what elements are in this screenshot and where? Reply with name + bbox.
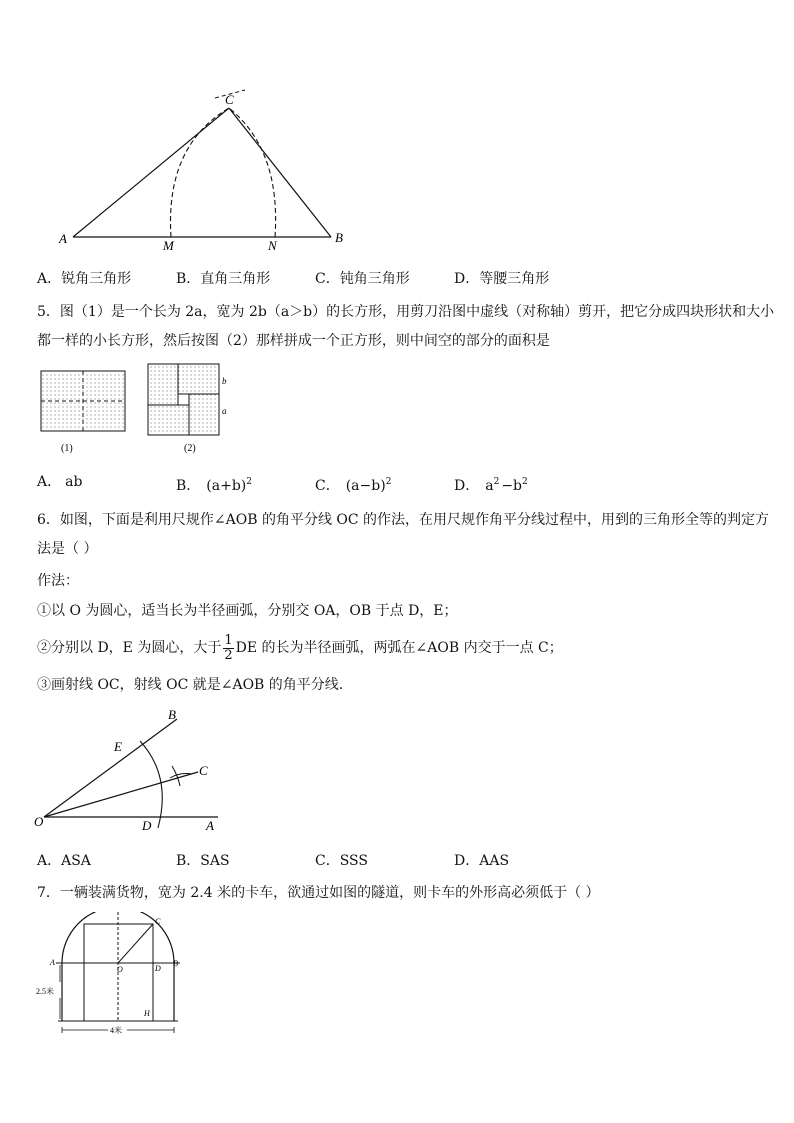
- side-bc: [229, 108, 331, 237]
- label-C: C: [199, 763, 208, 778]
- label-D: D: [142, 818, 152, 833]
- q6-text-line-1: 6．如图，下面是利用尺规作∠AOB 的角平分线 OC 的作法，在用尺规作角平分线过程中，用到的三角形全等的判定方: [37, 512, 770, 528]
- fig2-center-hole: [178, 394, 189, 405]
- q6-step-1: ①以 O 为圆心，适当长为半径画弧，分别交 OA，OB 于点 D，E；: [37, 603, 458, 619]
- side-ac: [73, 108, 229, 237]
- label-B: B: [168, 707, 176, 722]
- q7-tunnel-figure: [30, 912, 190, 1038]
- arc-from-a: [170, 108, 229, 237]
- q6-option-d[interactable]: D．AAS: [454, 853, 510, 869]
- q6-step-3: ③画射线 OC，射线 OC 就是∠AOB 的角平分线.: [37, 677, 344, 693]
- fraction-one-half: $\frac{1}{2}$: [224, 632, 233, 663]
- q5-option-d[interactable]: D． $a^2 -b^2$: [454, 477, 528, 494]
- q6-option-a[interactable]: A．ASA: [37, 853, 91, 869]
- arc-from-b: [229, 108, 276, 237]
- q5-option-c[interactable]: C． $(a-b)^2$: [315, 477, 392, 494]
- q6-step-2: ②分别以 D，E 为圆心，大于 $\frac{1}{2}$ DE 的长为半径画弧，两弧在∠AOB 内交于一点 C；: [37, 632, 563, 663]
- q6-option-c[interactable]: C．SSS: [315, 853, 368, 869]
- q7-text: 7．一辆装满货物，宽为 2.4 米的卡车，欲通过如图的隧道，则卡车的外形高必须低于（ ）: [37, 885, 600, 901]
- label-O: O: [117, 965, 123, 974]
- fig2-caption: (2): [184, 443, 196, 454]
- label-A: A: [50, 958, 55, 967]
- label-E: E: [114, 739, 122, 754]
- label-B: B: [173, 959, 178, 968]
- q4-option-d[interactable]: D．等腰三角形: [454, 271, 550, 287]
- fig2-label-b: b: [222, 376, 227, 386]
- label-H: H: [144, 1009, 150, 1018]
- q4-option-a[interactable]: A．锐角三角形: [37, 271, 132, 287]
- q6-method-title: 作法：: [37, 573, 79, 589]
- q4-option-b[interactable]: B．直角三角形: [176, 271, 271, 287]
- label-O: O: [34, 814, 44, 829]
- label-B: B: [335, 230, 343, 245]
- q4-option-c[interactable]: C．钝角三角形: [315, 271, 410, 287]
- label-C: C: [225, 92, 234, 107]
- q6-angle-bisector-figure: [32, 704, 232, 838]
- arc-de: [140, 741, 162, 828]
- q5-text-line-2: 都一样的小长方形，然后按图（2）那样拼成一个正方形，则中间空的部分的面积是: [37, 333, 550, 349]
- q5-option-b[interactable]: B． $(a+b)^2$: [176, 477, 252, 494]
- ray-oc: [44, 772, 198, 817]
- label-D: D: [155, 964, 161, 973]
- fig2-label-a: a: [222, 406, 227, 416]
- label-M: M: [163, 238, 174, 253]
- q6-option-b[interactable]: B．SAS: [176, 853, 230, 869]
- label-width: 4米: [110, 1026, 122, 1035]
- q5-figure: [38, 362, 238, 457]
- segment-oc: [118, 924, 153, 963]
- label-height: 2.5米: [36, 987, 54, 996]
- q5-text-line-1: 5．图（1）是一个长为 2a，宽为 2b（a＞b）的长方形，用剪刀沿图中虚线（对称轴）剪开，把它分成四块形状和大小: [37, 304, 775, 320]
- q6-text-line-2: 法是（ ）: [37, 541, 98, 557]
- label-N: N: [268, 238, 277, 253]
- q5-option-a[interactable]: A． ab: [37, 474, 83, 490]
- label-A: A: [206, 818, 214, 833]
- q4-triangle-figure: [55, 88, 365, 258]
- fig1-caption: (1): [61, 443, 73, 454]
- label-A: A: [59, 231, 67, 246]
- label-C: C: [155, 917, 161, 926]
